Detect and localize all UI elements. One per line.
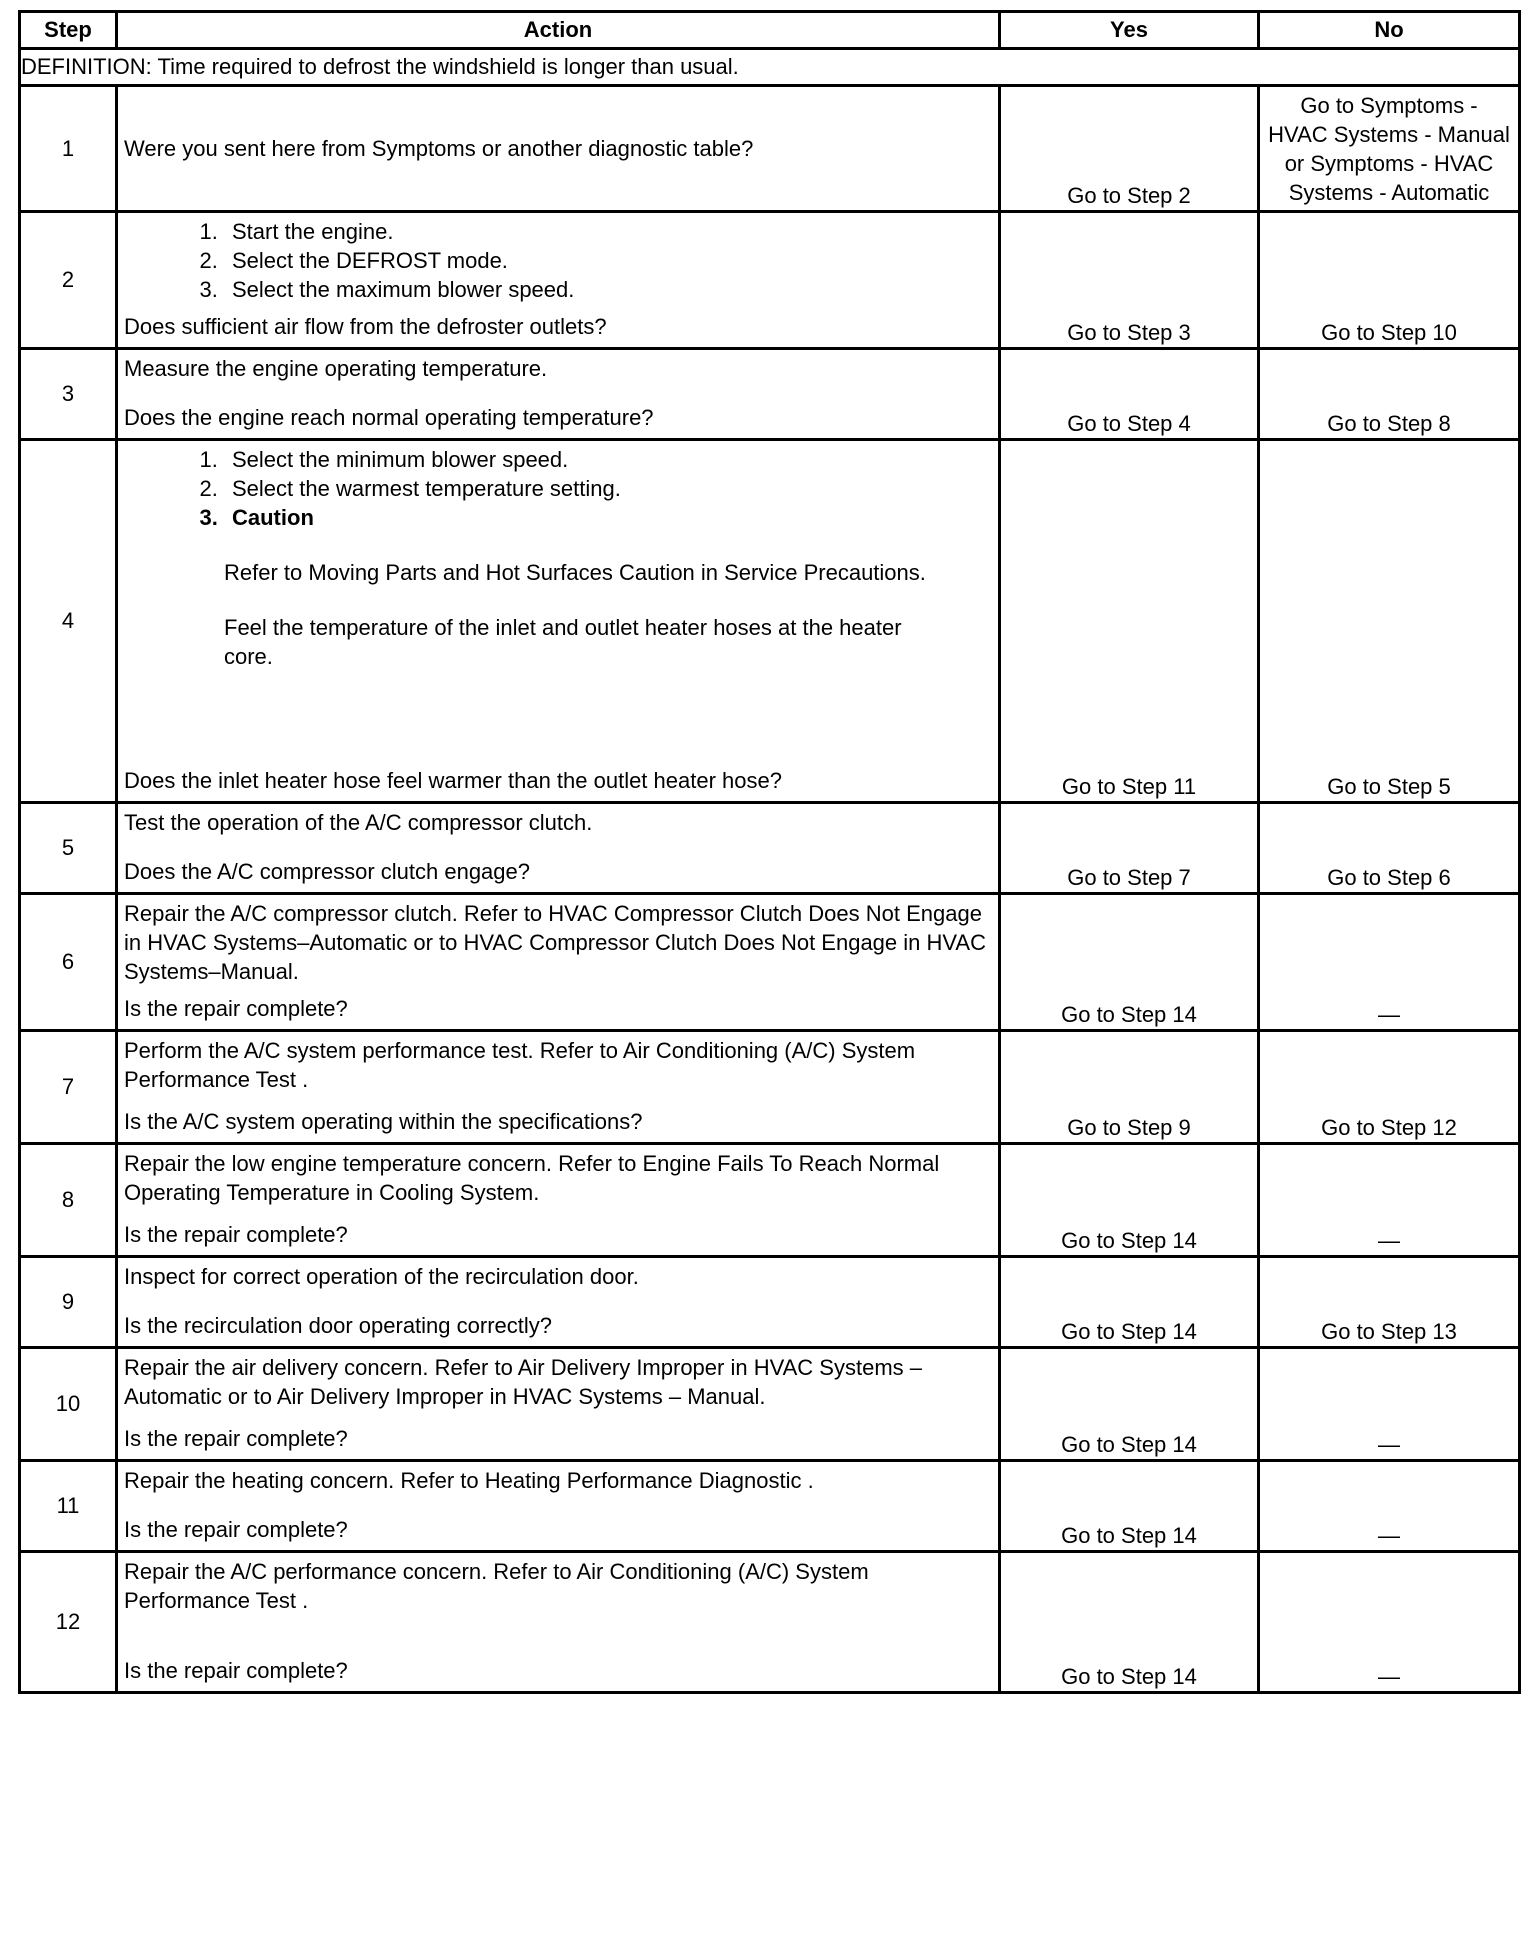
action-question: Does the engine reach normal operating temperature?	[124, 405, 654, 430]
header-yes: Yes	[1000, 12, 1259, 49]
step-number: 10	[20, 1348, 117, 1461]
header-action: Action	[117, 12, 1000, 49]
table-row	[20, 349, 1520, 440]
list-item: 3. Select the maximum blower speed.	[224, 275, 992, 304]
step-number: 11	[20, 1461, 117, 1552]
header-no: No	[1259, 12, 1520, 49]
no-result: Go to Symptoms - HVAC Systems - Manual or Symptoms - HVAC Systems - Automatic	[1259, 86, 1520, 212]
action-cell	[117, 803, 1000, 894]
no-result: Go to Step 6	[1259, 803, 1520, 894]
table-row	[20, 1144, 1520, 1257]
no-result: Go to Step 8	[1259, 349, 1520, 440]
action-text: Repair the low engine temperature concern. Refer to Engine Fails To Reach Normal Operating Temperature in Cooling System.	[124, 1151, 940, 1205]
list-item: 2. Select the warmest temperature setting.	[224, 474, 992, 503]
instruction-text: Feel the temperature of the inlet and outlet heater hoses at the heater core.	[224, 615, 902, 669]
list-item: 1. Select the minimum blower speed.	[224, 445, 992, 474]
action-question: Is the repair complete?	[124, 1658, 348, 1683]
action-question: Is the recirculation door operating correctly?	[124, 1313, 552, 1338]
yes-result: Go to Step 14	[1000, 1461, 1259, 1552]
step-number: 1	[20, 86, 117, 212]
yes-result: Go to Step 14	[1000, 1552, 1259, 1693]
step-number: 9	[20, 1257, 117, 1348]
action-cell	[117, 440, 1000, 803]
table-row	[20, 1461, 1520, 1552]
yes-result: Go to Step 14	[1000, 894, 1259, 1031]
action-list	[124, 217, 992, 304]
action-question: Is the repair complete?	[124, 1426, 348, 1451]
action-question: Is the repair complete?	[124, 1222, 348, 1247]
table-row	[20, 1552, 1520, 1693]
action-question: Is the A/C system operating within the specifications?	[124, 1109, 643, 1134]
yes-result: Go to Step 14	[1000, 1257, 1259, 1348]
step-number: 4	[20, 440, 117, 803]
step-number: 7	[20, 1031, 117, 1144]
action-text: Repair the A/C performance concern. Refer to Air Conditioning (A/C) System Performance Test .	[124, 1559, 869, 1613]
step-number: 6	[20, 894, 117, 1031]
action-question: Does sufficient air flow from the defroster outlets?	[124, 314, 607, 339]
action-text: Inspect for correct operation of the recirculation door.	[124, 1264, 639, 1289]
action-cell	[117, 1552, 1000, 1693]
table-row	[20, 1031, 1520, 1144]
action-cell	[117, 349, 1000, 440]
step-number: 5	[20, 803, 117, 894]
no-result: —	[1259, 894, 1520, 1031]
table-row	[20, 440, 1520, 803]
table-row	[20, 1257, 1520, 1348]
action-cell	[117, 86, 1000, 212]
caution-text: Refer to Moving Parts and Hot Surfaces Caution in Service Precautions.	[224, 560, 926, 585]
yes-result: Go to Step 7	[1000, 803, 1259, 894]
action-cell	[117, 1031, 1000, 1144]
action-question: Does the inlet heater hose feel warmer than the outlet heater hose?	[124, 768, 782, 793]
table-row	[20, 803, 1520, 894]
table-row	[20, 212, 1520, 349]
step-number: 2	[20, 212, 117, 349]
action-question: Does the A/C compressor clutch engage?	[124, 859, 531, 884]
step-number: 8	[20, 1144, 117, 1257]
yes-result: Go to Step 2	[1000, 86, 1259, 212]
step-number: 12	[20, 1552, 117, 1693]
definition-text: DEFINITION: Time required to defrost the windshield is longer than usual.	[20, 49, 1520, 86]
no-result: —	[1259, 1348, 1520, 1461]
no-result: Go to Step 12	[1259, 1031, 1520, 1144]
diagnostic-table	[18, 10, 1521, 1694]
action-cell	[117, 212, 1000, 349]
action-text: Perform the A/C system performance test. Refer to Air Conditioning (A/C) System Performance Test .	[124, 1038, 916, 1092]
yes-result: Go to Step 9	[1000, 1031, 1259, 1144]
yes-result: Go to Step 14	[1000, 1144, 1259, 1257]
caution-label: 3. Caution	[224, 503, 992, 532]
yes-result: Go to Step 3	[1000, 212, 1259, 349]
header-step: Step	[20, 12, 117, 49]
action-text: Measure the engine operating temperature.	[124, 356, 548, 381]
list-item: 1. Start the engine.	[224, 217, 992, 246]
action-text: Repair the heating concern. Refer to Heating Performance Diagnostic .	[124, 1468, 814, 1493]
no-result: Go to Step 13	[1259, 1257, 1520, 1348]
no-result: —	[1259, 1552, 1520, 1693]
definition-row	[20, 49, 1520, 86]
step-number: 3	[20, 349, 117, 440]
action-list	[124, 445, 992, 532]
yes-result: Go to Step 11	[1000, 440, 1259, 803]
action-cell	[117, 894, 1000, 1031]
no-result: —	[1259, 1144, 1520, 1257]
list-item: 2. Select the DEFROST mode.	[224, 246, 992, 275]
yes-result: Go to Step 14	[1000, 1348, 1259, 1461]
yes-result: Go to Step 4	[1000, 349, 1259, 440]
action-cell	[117, 1348, 1000, 1461]
action-cell	[117, 1144, 1000, 1257]
table-row	[20, 1348, 1520, 1461]
table-row	[20, 894, 1520, 1031]
no-result: —	[1259, 1461, 1520, 1552]
action-text: Repair the air delivery concern. Refer to Air Delivery Improper in HVAC Systems – Automatic or to Air Delivery Improper in HVAC Systems – Manual.	[124, 1355, 922, 1409]
action-question: Were you sent here from Symptoms or another diagnostic table?	[124, 136, 754, 161]
header-row	[20, 12, 1520, 49]
action-text: Test the operation of the A/C compressor clutch.	[124, 810, 593, 835]
action-question: Is the repair complete?	[124, 996, 348, 1021]
table-row	[20, 86, 1520, 212]
action-question: Is the repair complete?	[124, 1517, 348, 1542]
no-result: Go to Step 5	[1259, 440, 1520, 803]
no-result: Go to Step 10	[1259, 212, 1520, 349]
action-text: Repair the A/C compressor clutch. Refer to HVAC Compressor Clutch Does Not Engage in HVAC Systems–Automatic or to HVAC Compressor Clutch Does Not Engage in HVAC Systems–Manual.	[124, 901, 986, 984]
action-cell	[117, 1461, 1000, 1552]
action-cell	[117, 1257, 1000, 1348]
